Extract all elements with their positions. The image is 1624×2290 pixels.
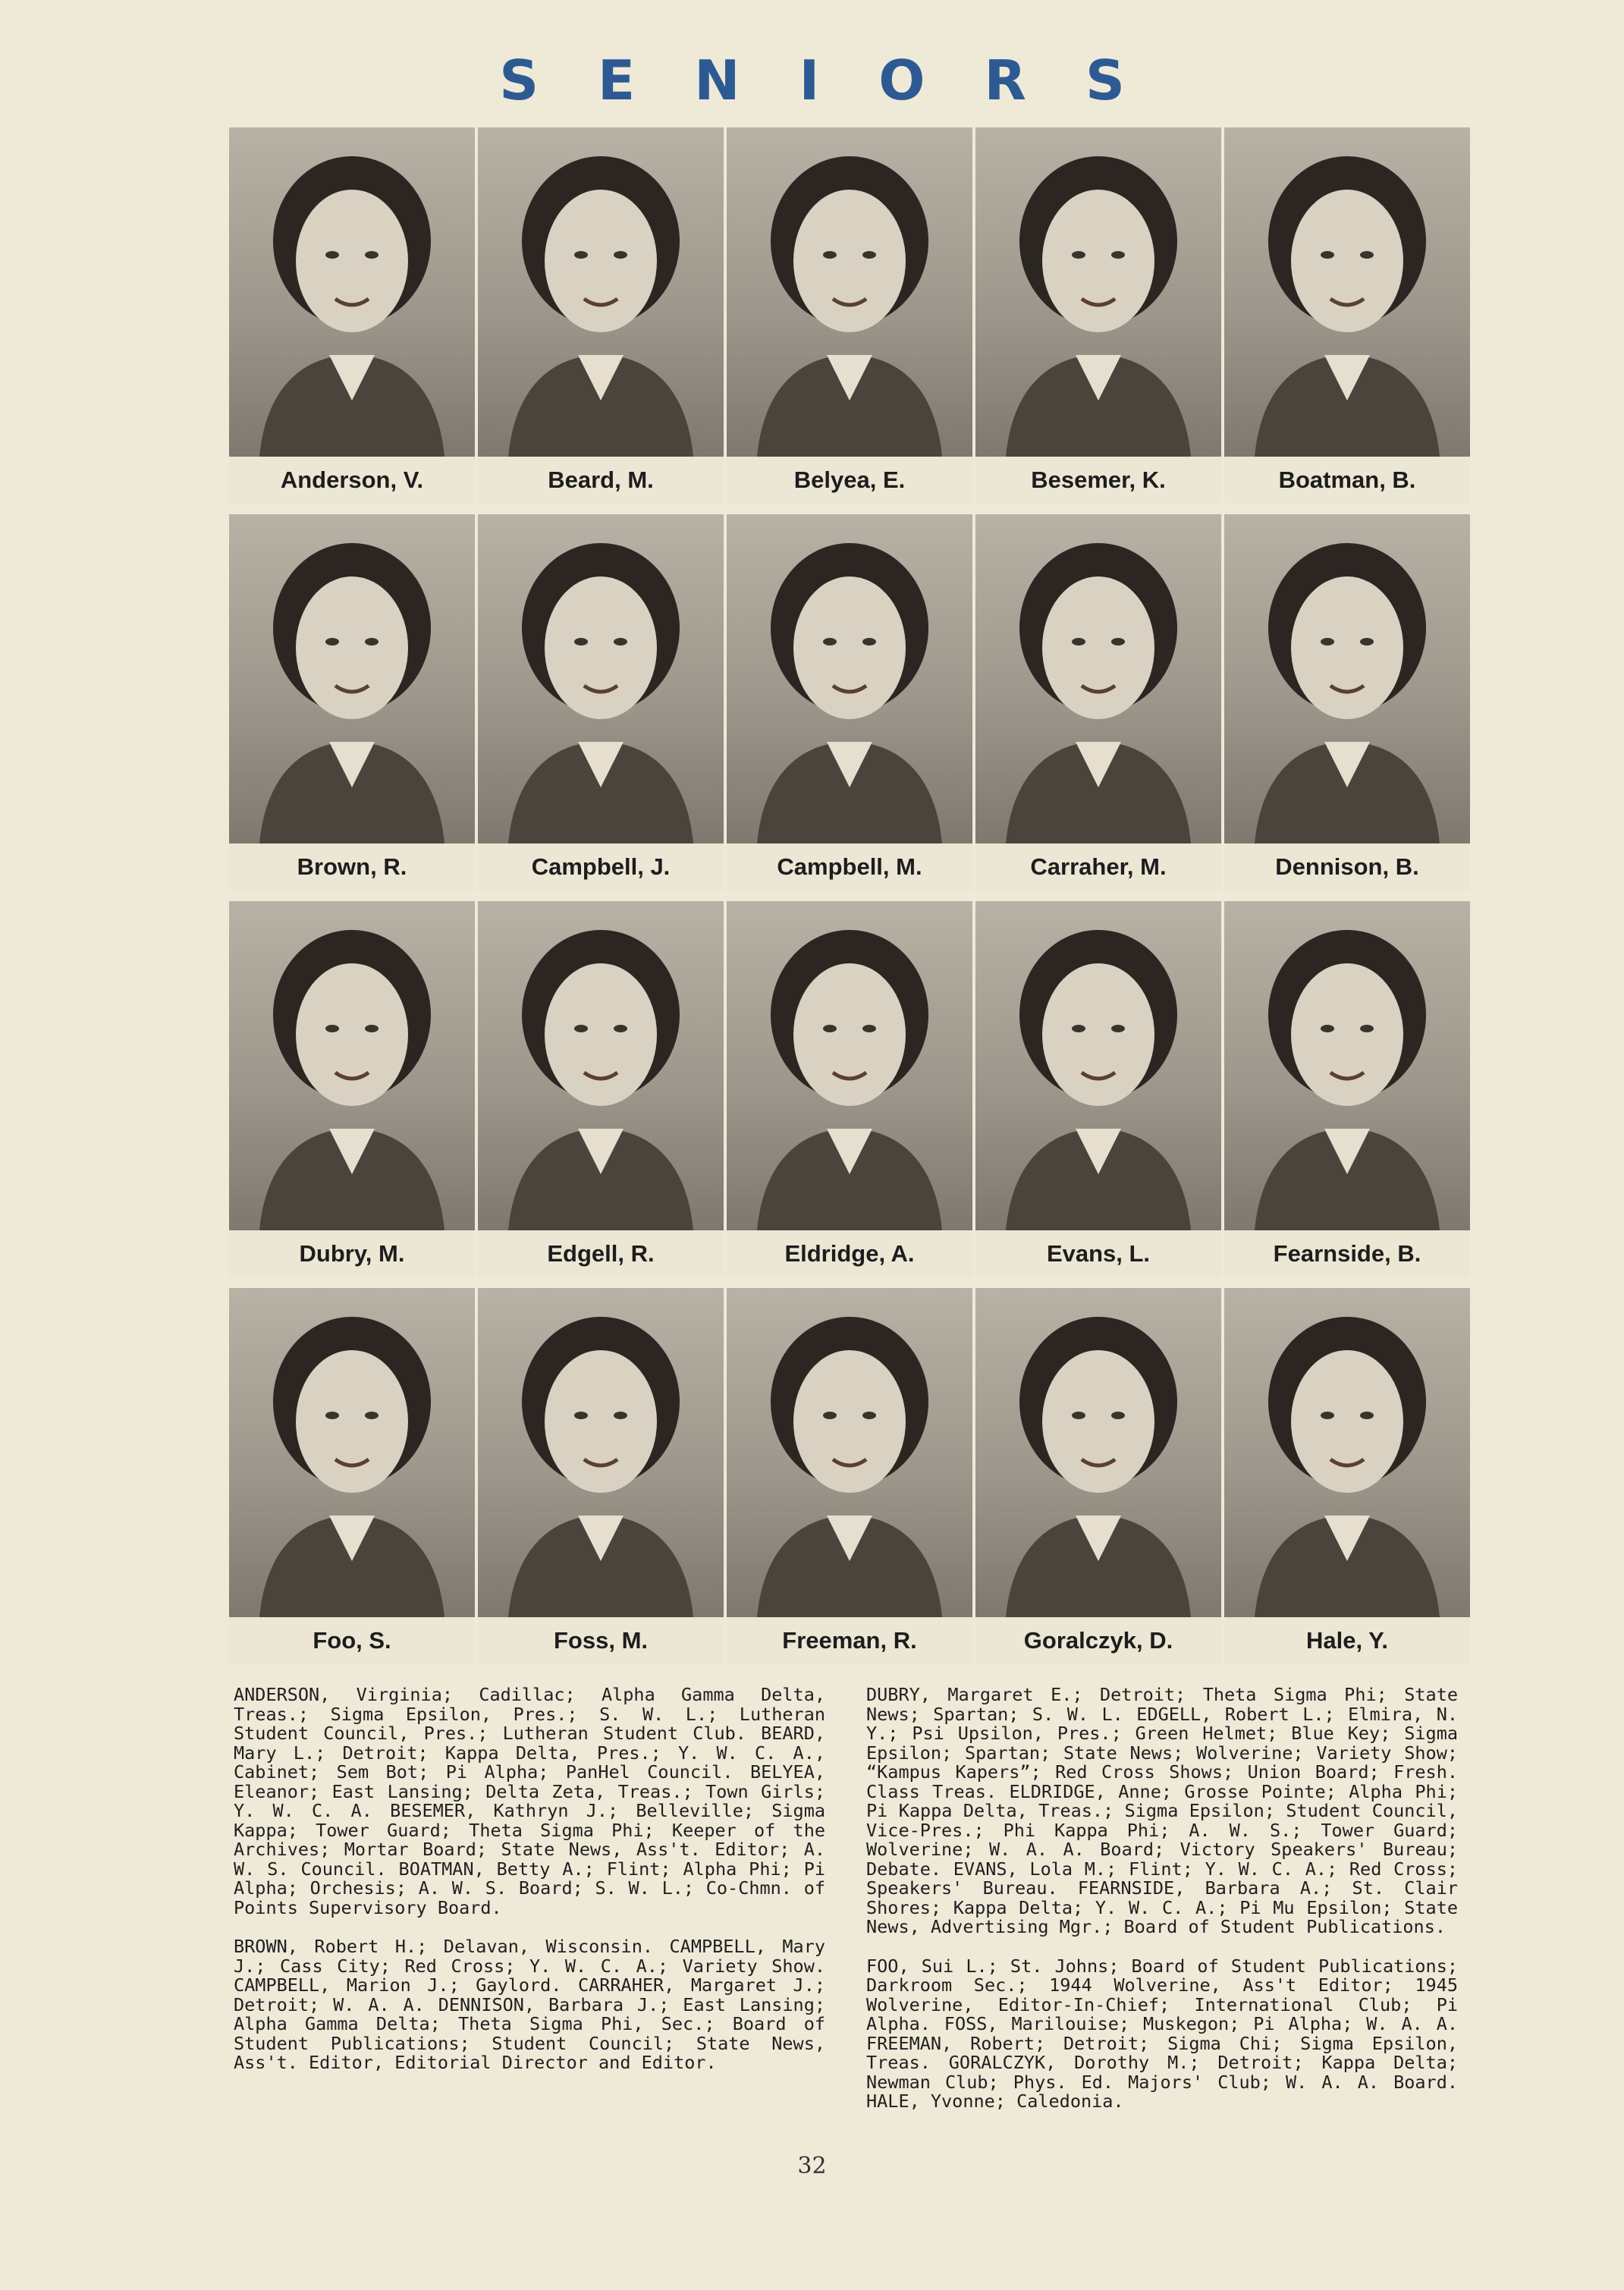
portrait-photo <box>478 514 724 843</box>
portrait-caption: Goralczyk, D. <box>975 1617 1221 1664</box>
portrait-card <box>229 127 475 510</box>
bio-paragraph: ANDERSON, Virginia; Cadillac; Alpha Gamma Delta, Treas.; Sigma Epsilon, Pres.; S. W. L.; Lutheran Student Council, Pres.; Lutheran Student Club. BEARD, Mary L.; Detroit; Kappa Delta, Pres.; Y. W. C. A., Cabinet; Sem Bot; Pi Alpha; PanHel Council. BELYEA, Eleanor; East Lansing; Delta Zeta, Treas.; Town Girls; Y. W. C. A. BESEMER, Kathryn J.; Belleville; Sigma Kappa; Tower Guard; Theta Sigma Phi; Keeper of the Archives; Mortar Board; State News, Ass't. Editor; A. W. S. Council. BOATMAN, Betty A.; Flint; Alpha Phi; Pi Alpha; Orchesis; A. W. S. Board; S. W. L.; Co-Chmn. of Points Supervisory Board. <box>234 1684 825 1918</box>
portrait-card <box>1224 901 1470 1283</box>
portrait-caption: Carraher, M. <box>975 843 1221 891</box>
page-number: 32 <box>797 2153 827 2179</box>
portrait-caption: Dennison, B. <box>1224 843 1470 891</box>
portrait-row <box>229 901 1469 1283</box>
portrait-caption: Foss, M. <box>478 1617 724 1664</box>
portrait-card <box>478 1288 724 1670</box>
portrait-card <box>727 1288 972 1670</box>
bio-paragraph: DUBRY, Margaret E.; Detroit; Theta Sigma Phi; State News; Spartan; S. W. L. EDGELL, Robert L.; Elmira, N. Y.; Psi Upsilon, Pres.; Green Helmet; Blue Key; Sigma Epsilon; Spartan; State News; Wolverine; Variety Show; “Kampus Kapers”; Red Cross Shows; Union Board; Fresh. Class Treas. ELDRIDGE, Anne; Grosse Pointe; Alpha Phi; Pi Kappa Delta, Treas.; Sigma Epsilon; Student Council, Vice-Pres.; Phi Kappa Phi; A. W. S.; Tower Guard; Wolverine; W. A. A. Board; Victory Speakers' Bureau; Debate. EVANS, Lola M.; Flint; Y. W. C. A.; Red Cross; Speakers' Bureau. FEARNSIDE, Barbara A.; St. Clair Shores; Kappa Delta; Y. W. C. A.; Pi Mu Epsilon; State News, Advertising Mgr.; Board of Student Publications. <box>866 1684 1458 1937</box>
portrait-photo <box>229 1288 475 1617</box>
portrait-caption: Evans, L. <box>975 1230 1221 1277</box>
portrait-photo <box>478 901 724 1230</box>
portrait-card <box>727 901 972 1283</box>
page-title: SENIORS <box>499 49 1184 112</box>
portrait-caption: Brown, R. <box>229 843 475 891</box>
portrait-card <box>229 901 475 1283</box>
portrait-card <box>1224 1288 1470 1670</box>
portrait-photo <box>1224 514 1470 843</box>
portrait-caption: Boatman, B. <box>1224 457 1470 504</box>
portrait-card <box>727 127 972 510</box>
portrait-row <box>229 1288 1469 1670</box>
portrait-caption: Belyea, E. <box>727 457 972 504</box>
portrait-card <box>229 1288 475 1670</box>
bio-column-left <box>234 1685 825 2093</box>
portrait-caption: Campbell, M. <box>727 843 972 891</box>
portrait-caption: Besemer, K. <box>975 457 1221 504</box>
portrait-photo <box>229 127 475 457</box>
portrait-caption: Foo, S. <box>229 1617 475 1664</box>
portrait-photo <box>229 901 475 1230</box>
portrait-card <box>1224 127 1470 510</box>
portrait-card <box>1224 514 1470 897</box>
portrait-card <box>975 127 1221 510</box>
portrait-caption: Campbell, J. <box>478 843 724 891</box>
portrait-photo <box>975 1288 1221 1617</box>
portrait-photo <box>1224 1288 1470 1617</box>
portrait-card <box>229 514 475 897</box>
portrait-card <box>478 901 724 1283</box>
portrait-caption: Hale, Y. <box>1224 1617 1470 1664</box>
portrait-card <box>975 901 1221 1283</box>
portrait-photo <box>975 127 1221 457</box>
portrait-caption: Dubry, M. <box>229 1230 475 1277</box>
portrait-row <box>229 514 1469 897</box>
portrait-photo <box>727 901 972 1230</box>
portrait-caption: Fearnside, B. <box>1224 1230 1470 1277</box>
portrait-card <box>975 1288 1221 1670</box>
portrait-photo <box>1224 901 1470 1230</box>
bio-paragraph: FOO, Sui L.; St. Johns; Board of Student Publications; Darkroom Sec.; 1944 Wolverine, Ass't Editor; 1945 Wolverine, Editor-In-Chief; International Club; Pi Alpha. FOSS, Marilouise; Muskegon; Pi Alpha; W. A. A. FREEMAN, Robert; Detroit; Sigma Chi; Sigma Epsilon, Treas. GORALCZYK, Dorothy M.; Detroit; Kappa Delta; Newman Club; Phys. Ed. Majors' Club; W. A. A. Board. HALE, Yvonne; Caledonia. <box>866 1955 1458 2112</box>
portrait-row <box>229 127 1469 510</box>
portrait-caption: Freeman, R. <box>727 1617 972 1664</box>
portrait-card <box>727 514 972 897</box>
portrait-card <box>478 514 724 897</box>
portrait-photo <box>975 901 1221 1230</box>
portrait-photo <box>478 1288 724 1617</box>
portrait-card <box>975 514 1221 897</box>
portrait-caption: Edgell, R. <box>478 1230 724 1277</box>
portrait-photo <box>727 127 972 457</box>
bio-paragraph: BROWN, Robert H.; Delavan, Wisconsin. CAMPBELL, Mary J.; Cass City; Red Cross; Y. W. C. A.; Variety Show. CAMPBELL, Marion J.; Gaylord. CARRAHER, Margaret J.; Detroit; W. A. A. DENNISON, Barbara J.; East Lansing; Alpha Gamma Delta; Theta Sigma Phi, Sec.; Board of Student Publications; Student Council; State News, Ass't. Editor, Editorial Director and Editor. <box>234 1936 825 2073</box>
portrait-caption: Eldridge, A. <box>727 1230 972 1277</box>
portrait-photo <box>727 1288 972 1617</box>
portrait-photo <box>229 514 475 843</box>
portrait-photo <box>478 127 724 457</box>
portrait-caption: Beard, M. <box>478 457 724 504</box>
portrait-photo <box>1224 127 1470 457</box>
bio-column-right <box>866 1685 1458 2131</box>
portrait-photo <box>975 514 1221 843</box>
portrait-card <box>478 127 724 510</box>
portrait-photo <box>727 514 972 843</box>
portrait-caption: Anderson, V. <box>229 457 475 504</box>
